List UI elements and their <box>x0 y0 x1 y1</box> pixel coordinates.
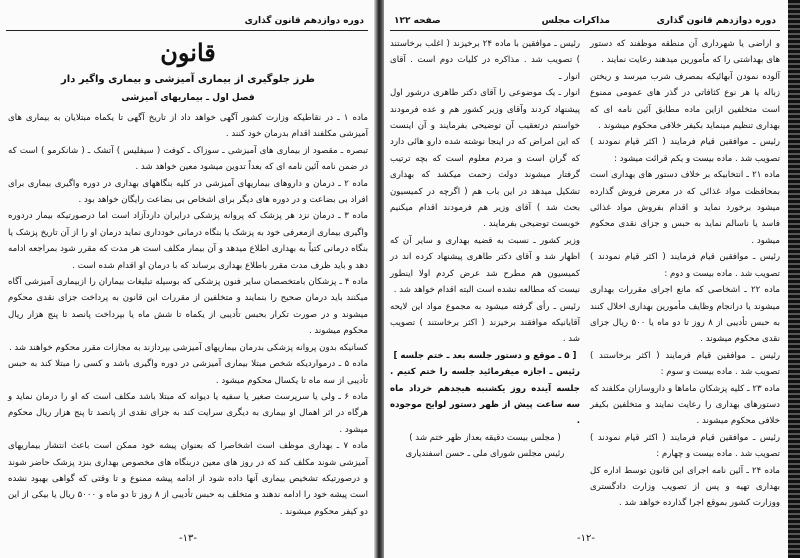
header-title: مذاکرات مجلس <box>541 16 610 26</box>
right-column <box>590 36 780 512</box>
left-column <box>390 36 580 463</box>
paragraph: رئیس ـ اجازه میفرمائید جلسه را ختم کنیم . جلسه آینده روز یکشنبه هیجدهم خرداد ماه سه ساعت پیش از ظهر دستور لوایح موجوده . <box>390 367 580 427</box>
page-number: -۱۲- <box>577 533 595 544</box>
section-heading: [ ۵ ـ موقع و دستور جلسه بعد ـ ختم جلسه ] <box>393 350 577 361</box>
paragraph: رئیس ـ موافقین قیام فرمایند ( اکثر قیام نمودند ) تصویب شد . ماده بیست و چهارم : <box>590 432 780 460</box>
header-page: صفحه ۱۲۲ <box>394 16 441 26</box>
header-session: دوره دوازدهم قانون گذاری <box>656 16 776 26</box>
chapter-heading: فصل اول ـ بیماریهای آمیزشی <box>121 93 255 103</box>
paragraph: رئیس ـ موافقین با ماده ۲۴ برخیزند ( اغلب برخاستند ) تصویب شد . مذاکره در کلیات دوم است . آقای انوار ـ <box>390 39 580 82</box>
paragraph: انوار ـ یک موضوعی را آقای دکتر طاهری درشور اول پیشنهاد کردند وآقای وزیر کشور هم و عده فرمودند خواستم درتعقیب آن توضیحی بفرمایند و آن اینست که این امراض که در اینجا نوشته شده دارو هائی دارد که گران است و مردم معلوم است که بچه ترتیب گرفتار میشوند دولت زحمت میکشد که بهداری تشکیل میدهد در این باب هم ( اگرچه در کمیسیون بحث شد ) آقای وزیر هم فرمودند اقدام میکنیم خوبست توضیحی بفرمایند . <box>390 88 580 230</box>
signature-line: رئیس مجلس شورای ملی ـ حسن اسفندیاری <box>405 449 565 460</box>
article: ماده ۴ ـ پزشکان بامتخصصان سایر فنون پزشکی که بوسیله تبلیغات بیماران را ازبیماری آمیزشی آگاه میکنند باید درمان صحیح را بنمایند و متخلفین از مقررات این قانون به پرداخت جزای نقدی محکوم میشوند و در صورت تکرار بحبس تأدیبی از یکماه تا شش ماه یا بپرداخت پانصد تا پنج هزار ریال محکوم میشوند . <box>8 277 368 337</box>
paragraph: رئیس ـ موافقین قیام فرمایند ( اکثر برخاستند ) تصویب شد . ماده بیست و سوم : <box>590 350 780 378</box>
paragraph: وزیر کشور ـ نسبت به قضیه بهداری و سایر آن که اظهار شد و آقای دکتر طاهری پیشنهاد کرده اند در کمیسیون هم مطرح شد عرض کردم اولا اینطور نیست که مطالعه نشده است البته اقدام خواهد شد . <box>390 235 580 296</box>
law-title: قانون <box>160 38 216 67</box>
paragraph: و اراضی یا شهرداری آن منطقه موظفند که دستور های بهداشتی را که مأمورین میدهند رعایت نمایند . <box>590 39 780 66</box>
paragraph: رئیس ـ موافقین قیام فرمایند ( اکثر قیام نمودند ) تصویب شد . ماده بیست و یکم قرائت میشود : <box>590 137 780 164</box>
article: کسانیکه بدون پروانه پزشکی بدرمان بیماریهای آمیزشی بپردازند به مجازات مقرر محکوم خواهند شد . <box>8 342 368 353</box>
running-header <box>390 14 780 31</box>
paragraph: ( مجلس بیست دقیقه بعداز ظهر ختم شد ) <box>409 432 561 443</box>
paragraph: ماده ۲۲ ـ اشخاصی که مانع اجرای مقررات بهداری میشوند یا درانجام وظایف مأمورین بهداری اخلال کنند به حبس تأدیبی از ۸ روز تا دو ماه یا ۵۰۰ ریال جزای نقدی محکوم میشوند . <box>590 285 780 345</box>
header-session: دوره دوازدهم قانون گذاری <box>244 16 364 26</box>
paragraph: آلوده نمودن آبهائیکه بمصرف شرب میرسد و ریختن زباله یا هر نوع کثافاتی در گذر های عمومی ممنوع است متخلفین ازاین ماده مطابق آئین نامه ای که بهداری تنظیم مینماید بکیفر خلافی محکوم میشوند . <box>590 71 780 132</box>
running-header <box>6 14 368 31</box>
law-subtitle: طرز جلوگیری از بیماری آمیزشی و بیماری واگیر دار <box>61 74 315 85</box>
article: ماده ۷ ـ بهداری موظف است اشخاصرا که بعنوان پیشه خود ممکن است باعث انتشار بیماریهای آمیزشی شوند مکلف کند که در روز های معین دربنگاه های مخصوص بهداری بنزد پزشک حاضر شوند و درصورتیکه تشخیص بیماری آنها داده شود از ادامه پیشه ممنوع و تا وقتی که گواهی بهبود نشده است پیشه خود را ادامه ندهند و متخلف به حبس تأدیبی از ۸ روز تا دو ماه و ۵۰۰۰ ریال یا بیکی از این دو کیفر محکوم میشوند . <box>8 441 368 517</box>
article: ماده ۶ ـ ولی یا سرپرست صغیر یا سفیه یا دیوانه که مبتلا باشد مکلف است که او را درمان نماید و هرگاه در اثر اهمال او بیماری به دیگری سرایت کند به جزای نقدی از پانصد تا پنج هزار ریال محکوم میشود . <box>8 391 368 435</box>
left-page <box>0 0 376 558</box>
article: ماده ۲ ـ درمان و داروهای بیماریهای آمیزشی در کلیه بنگاههای بهداری در دوره واگیری بیماری برای افراد بی بضاعت و در دوره های دیگر برای اشخاص بی بضاعت رایگان خواهد بود . <box>8 178 368 206</box>
paragraph: رئیس ـ رأی گرفته میشود به مجموع مواد این لایحه آقایانیکه موافقند برخیزند ( اکثر برخاستند ) تصویب شد . <box>390 301 580 345</box>
paragraph: ماده ۲۴ ـ آئین نامه اجرای این قانون توسط اداره کل بهداری تهیه و پس از تصویب وزارت دادگستری ووزارت کشور بموقع اجرا گذارده خواهد شد . <box>590 465 780 509</box>
law-body <box>8 110 368 520</box>
paragraph: ماده ۲۳ ـ کلیه پزشکان ماماها و داروسازان مکلفند که دستورهای بهداری را رعایت نمایند و متخلفین بکیفر خلافی محکوم میشوند . <box>590 383 780 427</box>
article: تبصره ـ مقصود از بیماری های آمیزشی ـ سوزاک ـ کوفت ( سیفلیس ) آتشک ـ ( شانکرمو ) است که در ضمن نامه آئین نامه ای که بعداً تدوین میشود معین خواهد شد . <box>8 145 368 173</box>
paragraph: ماده ۲۱ ـ انتخابیکه بر خلاف دستور های بهداری است بمحافظت مواد غذائی که در معرض فروش گذارده میشود برخورد نماید و اقدام بفروش مواد غذائی فاسد یا ناسالم نماید به حبس و جزای نقدی محکوم میشود . <box>590 170 780 246</box>
page-number: -۱۳- <box>179 533 197 544</box>
right-page <box>384 0 788 558</box>
article: ماده ۵ ـ درمواردیکه شخص مبتلا بیماری آمیزشی در دوره واگیری باشد و کسی را مبتلا کند به حبس تأدیبی از سه ماه تا یکسال محکوم میشود . <box>8 359 368 386</box>
article: ماده ۱ ـ در نقاطیکه وزارت کشور آگهی خواهد داد از تاریخ آگهی تا یکماه مبتلایان به بیماری های آمیزشی مکلفند اقدام بدرمان خود کنند . <box>8 113 368 140</box>
article: ماده ۳ ـ درمان نزد هر پزشک که پروانه پزشکی درایران داردآزاد است اما درصورتیکه بیمار دردوره واگیری بیماری ازمعرفی خود به پزشک یا بنگاه درمانی خودداری نماید درمان او را از آن تاریخ پزشک یا بنگاه درمانی کتباً به بهداری اطلاع میدهد و آن بیمار مکلف است هر مدت که مقرر شود بمراجعه ادامه دهد و باید ظرف مدت مقرر باطلاع بهداری برساند که با درمان او اقدام شده است . <box>8 211 368 271</box>
paragraph: رئیس ـ موافقین قیام فرمایند ( اکثر قیام نمودند ) تصویب شد . ماده بیست و دوم : <box>590 252 780 279</box>
book-edge <box>788 0 800 558</box>
